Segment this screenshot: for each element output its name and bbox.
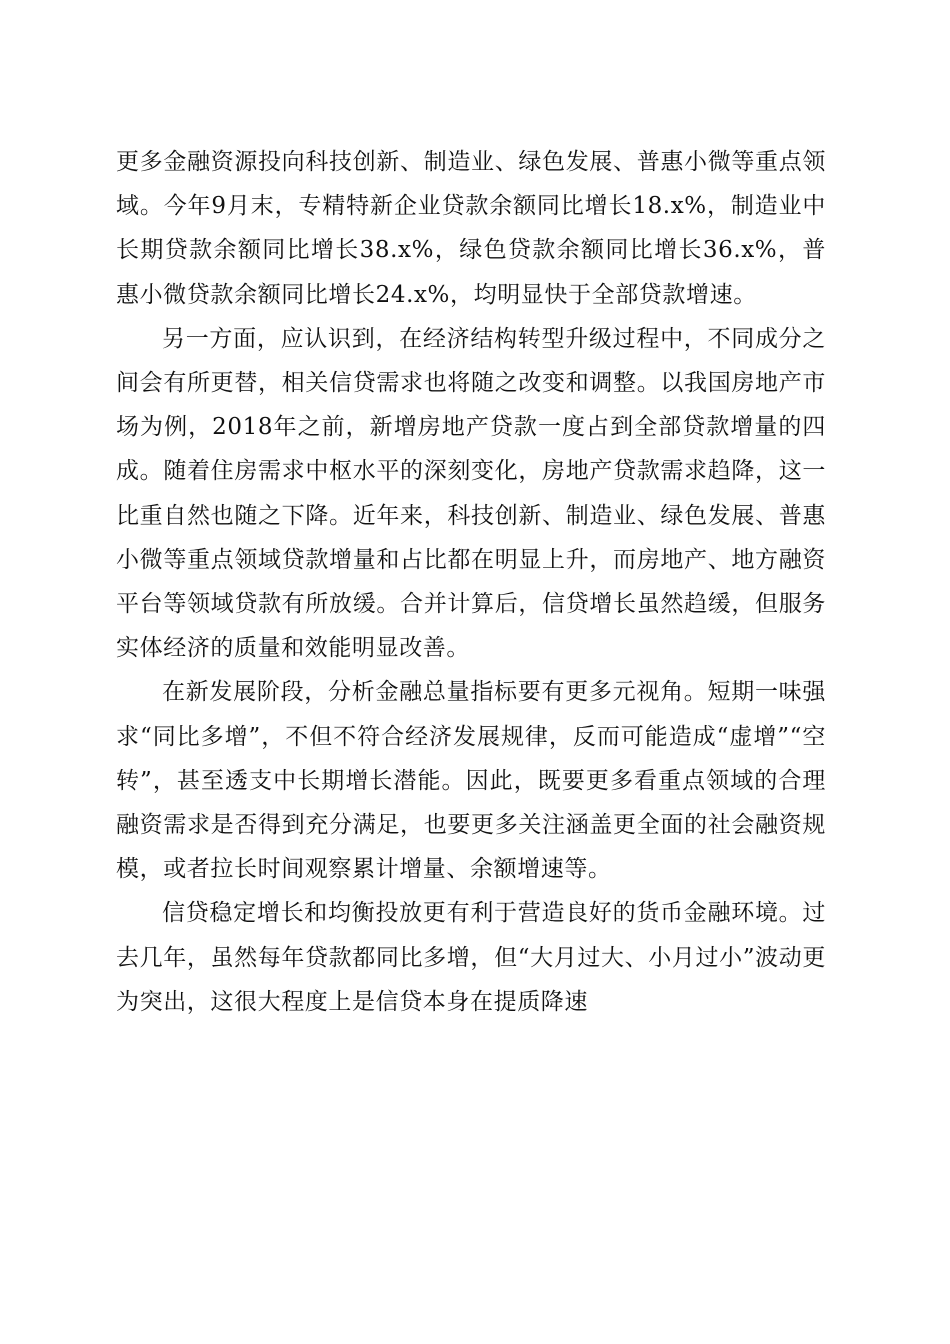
paragraph-4: 信贷稳定增长和均衡投放更有利于营造良好的货币金融环境。过去几年，虽然每年贷款都同比多增，但“大月过大、小月过小”波动更为突出，这很大程度上是信贷本身在提质降速 [116,900,826,1015]
document-body [116,140,826,1024]
paragraph-1: 更多金融资源投向科技创新、制造业、绿色发展、普惠小微等重点领域。今年9月末，专精特新企业贷款余额同比增长18.x%，制造业中长期贷款余额同比增长38.x%，绿色贷款余额同比增长36.x%，普惠小微贷款余额同比增长24.x%，均明显快于全部贷款增速。 [116,149,826,308]
paragraph-3: 在新发展阶段，分析金融总量指标要有更多元视角。短期一味强求“同比多增”，不但不符合经济发展规律，反而可能造成“虚增”“空转”，甚至透支中长期增长潜能。因此，既要更多看重点领域的合理融资需求是否得到充分满足，也要更多关注涵盖更全面的社会融资规模，或者拉长时间观察累计增量、余额增速等。 [116,679,826,883]
paragraph-2: 另一方面，应认识到，在经济结构转型升级过程中，不同成分之间会有所更替，相关信贷需求也将随之改变和调整。以我国房地产市场为例，2018年之前，新增房地产贷款一度占到全部贷款增量的四成。随着住房需求中枢水平的深刻变化，房地产贷款需求趋降，这一比重自然也随之下降。近年来，科技创新、制造业、绿色发展、普惠小微等重点领域贷款增量和占比都在明显上升，而房地产、地方融资平台等领域贷款有所放缓。合并计算后，信贷增长虽然趋缓，但服务实体经济的质量和效能明显改善。 [116,325,826,662]
